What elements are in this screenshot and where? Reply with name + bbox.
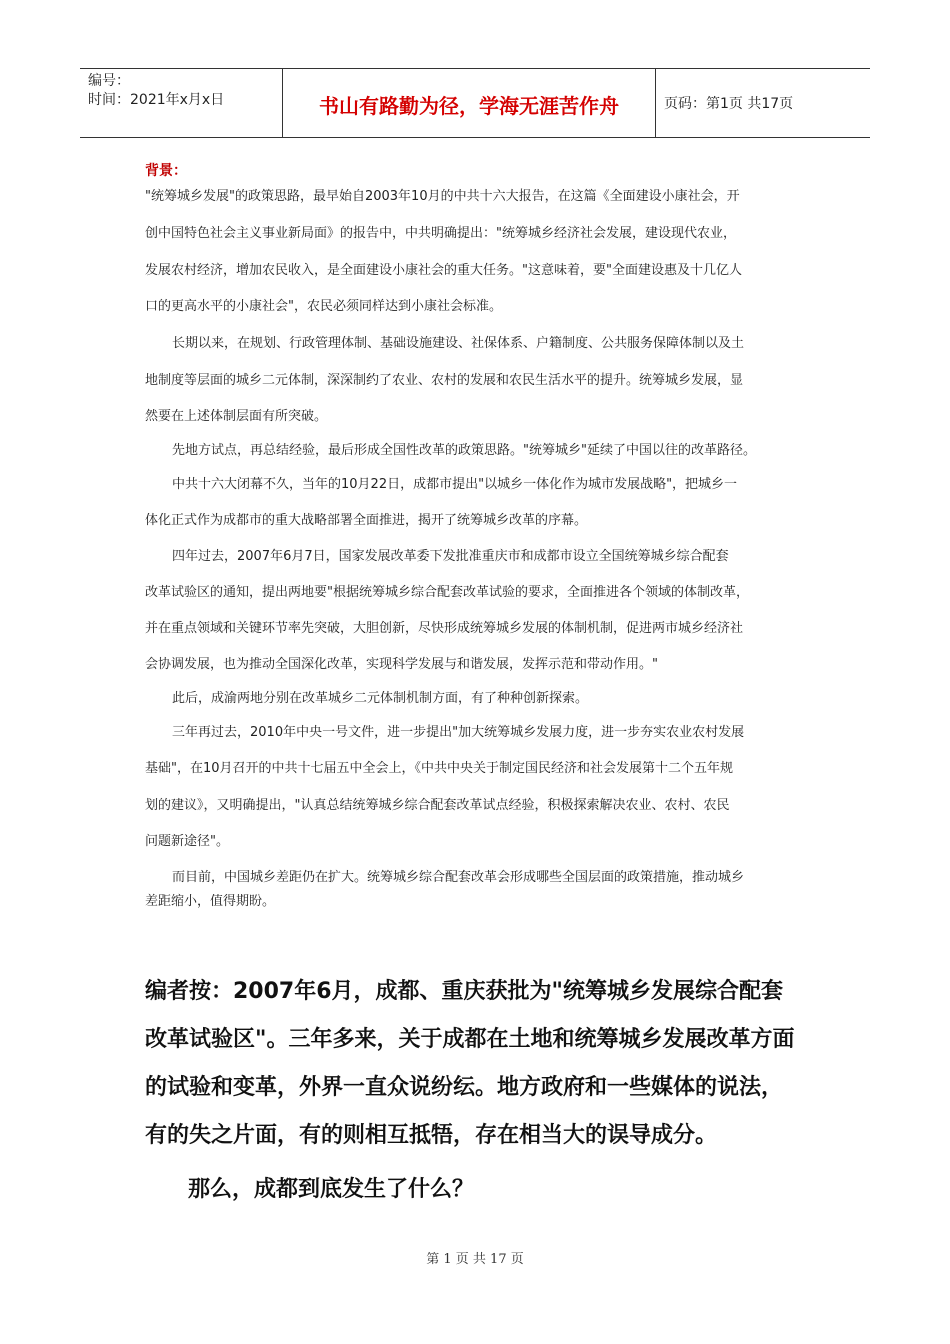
header-page-code: 页码：第1页 共17页 — [664, 96, 794, 112]
body-line: 基础"，在10月召开的中共十七届五中全会上，《中共中央关于制定国民经济和社会发展第十二个五年规 — [145, 761, 734, 776]
body-line: "统筹城乡发展"的政策思路，最早始自2003年10月的中共十六大报告，在这篇《全面建设小康社会，开 — [145, 189, 740, 204]
body-line: 体化正式作为成都市的重大战略部署全面推进，揭开了统筹城乡改革的序幕。 — [145, 513, 588, 528]
editor-line: 的试验和变革，外界一直众说纷纭。地方政府和一些媒体的说法， — [145, 1075, 784, 1100]
page-header — [80, 68, 870, 138]
body-line: 然要在上述体制层面有所突破。 — [145, 409, 328, 424]
header-info-cell — [80, 69, 282, 137]
page-footer: 第 1 页 共 17 页 — [426, 1252, 524, 1267]
body-line: 改革试验区的通知，提出两地要"根据统筹城乡综合配套改革试验的要求，全面推进各个领域的体制改革， — [145, 585, 749, 600]
body-line: 先地方试点，再总结经验，最后形成全国性改革的政策思路。"统筹城乡"延续了中国以往的改革路径。 — [172, 443, 756, 458]
body-line: 问题新途径"。 — [145, 834, 229, 849]
header-motto: 书山有路勤为径，学海无涯苦作舟 — [319, 94, 619, 118]
body-line: 会协调发展，也为推动全国深化改革，实现科学发展与和谐发展，发挥示范和带动作用。" — [145, 657, 658, 672]
body-line: 三年再过去，2010年中央一号文件，进一步提出"加大统筹城乡发展力度，进一步夯实农业农村发展 — [172, 725, 745, 740]
body-line: 而目前，中国城乡差距仍在扩大。统筹城乡综合配套改革会形成哪些全国层面的政策措施，推动城乡 — [172, 870, 745, 885]
body-line: 创中国特色社会主义事业新局面》的报告中，中共明确提出："统筹城乡经济社会发展，建设现代农业， — [145, 226, 736, 241]
body-line: 地制度等层面的城乡二元体制，深深制约了农业、农村的发展和农民生活水平的提升。统筹城乡发展，显 — [145, 373, 744, 388]
document-number-label: 编号： — [88, 73, 130, 89]
body-line: 四年过去，2007年6月7日，国家发展改革委下发批准重庆市和成都市设立全国统筹城乡综合配套 — [172, 549, 729, 564]
editor-line: 有的失之片面，有的则相互抵牾，存在相当大的误导成分。 — [145, 1123, 718, 1148]
body-line: 划的建议》，又明确提出，"认真总结统筹城乡综合配套改革试点经验，积极探索解决农业、农村、农民 — [145, 798, 730, 813]
body-line: 中共十六大闭幕不久，当年的10月22日，成都市提出"以城乡一体化作为城市发展战略"，把城乡一 — [172, 477, 738, 492]
editor-line: 改革试验区"。三年多来，关于成都在土地和统筹城乡发展改革方面 — [145, 1027, 795, 1052]
background-heading: 背景： — [145, 163, 187, 179]
body-line: 此后，成渝两地分别在改革城乡二元体制机制方面，有了种种创新探索。 — [172, 691, 589, 706]
body-line: 发展农村经济，增加农民收入，是全面建设小康社会的重大任务。"这意味着，要"全面建设惠及十几亿人 — [145, 263, 742, 278]
body-line: 长期以来，在规划、行政管理体制、基础设施建设、社保体系、户籍制度、公共服务保障体制以及土 — [172, 336, 745, 351]
body-line: 差距缩小，值得期盼。 — [145, 894, 276, 909]
editor-question: 那么，成都到底发生了什么？ — [188, 1177, 475, 1202]
document-time-label: 时间：2021年x月x日 — [88, 92, 225, 108]
body-line: 口的更高水平的小康社会"，农民必须同样达到小康社会标准。 — [145, 299, 502, 314]
editor-line: 编者按：2007年6月，成都、重庆获批为"统筹城乡发展综合配套 — [145, 979, 784, 1004]
header-motto-cell — [282, 69, 656, 137]
header-page-cell — [656, 69, 870, 137]
body-line: 并在重点领域和关键环节率先突破，大胆创新，尽快形成统筹城乡发展的体制机制，促进两市城乡经济社 — [145, 621, 744, 636]
